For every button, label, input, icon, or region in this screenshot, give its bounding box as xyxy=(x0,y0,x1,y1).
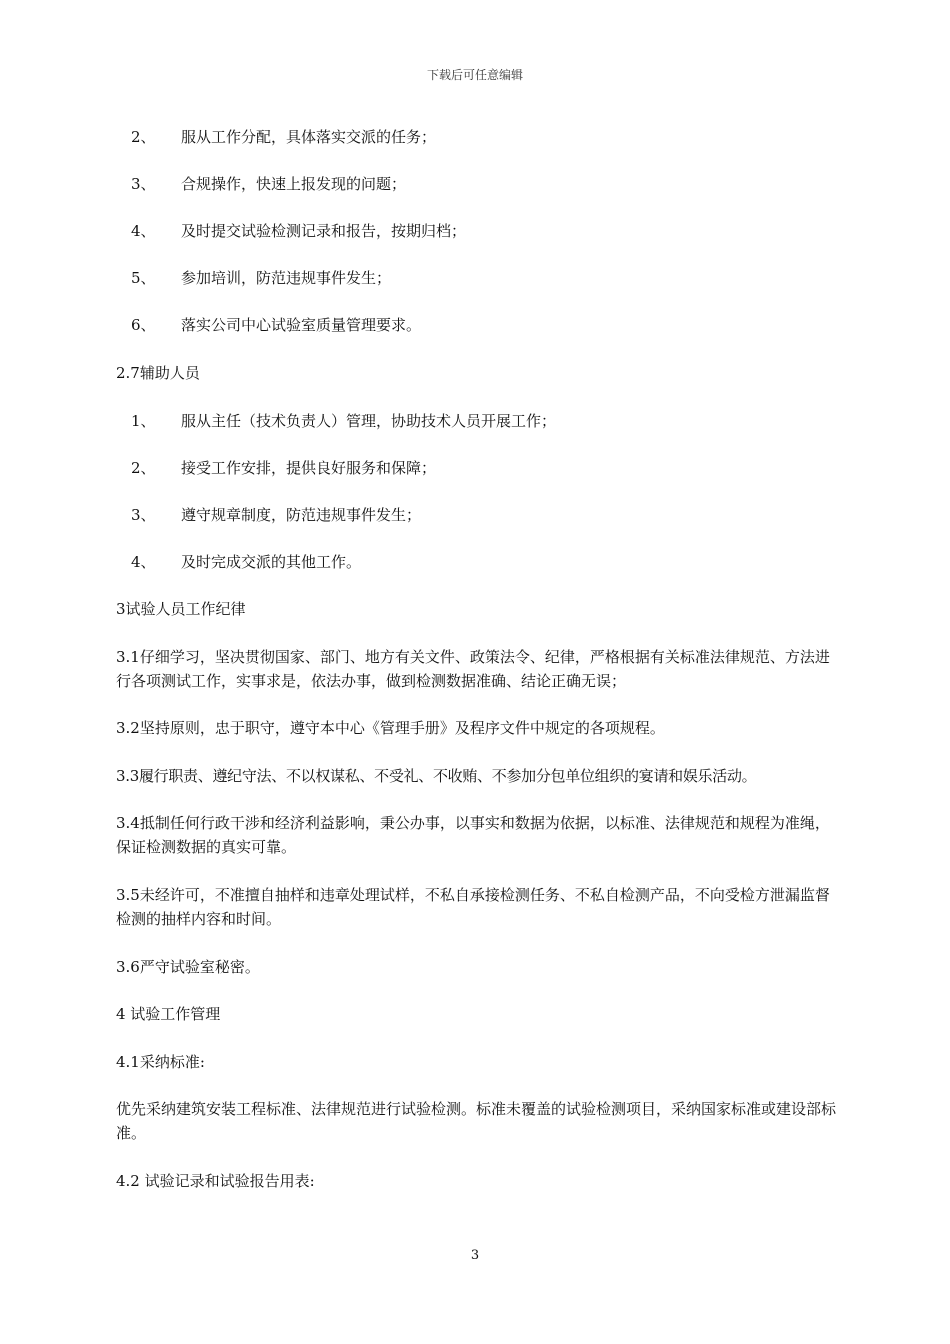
list-item-text: 遵守规章制度，防范违规事件发生； xyxy=(181,506,422,524)
paragraph-3-3: 3.3履行职责、遵纪守法、不以权谋私、不受礼、不收贿、不参加分包单位组织的宴请和娱乐活动。 xyxy=(116,767,757,785)
paragraph-3-1: 3.1仔细学习，坚决贯彻国家、部门、地方有关文件、政策法令、纪律，严格根据有关标准法律规范、方法进行各项测试工作，实事求是，依法办事，做到检测数据准确、结论正确无误； xyxy=(116,648,830,690)
list-item xyxy=(131,219,466,243)
list-item-text: 接受工作安排，提供良好服务和保障； xyxy=(181,459,437,477)
list-item-number: 3、 xyxy=(131,506,156,524)
list-item-number: 5、 xyxy=(131,269,156,287)
list-item-text: 落实公司中心试验室质量管理要求。 xyxy=(181,316,422,334)
header-note: 下载后可任意编辑 xyxy=(426,68,523,82)
list-item-text: 及时完成交派的其他工作。 xyxy=(181,553,362,571)
list-item xyxy=(131,456,436,480)
list-item xyxy=(131,409,556,433)
list-item-number: 4、 xyxy=(131,553,156,571)
paragraph-3-5: 3.5未经许可，不准擅自抽样和违章处理试样，不私自承接检测任务、不私自检测产品，不向受检方泄漏监督检测的抽样内容和时间。 xyxy=(116,886,830,928)
list-item-text: 服从主任（技术负责人）管理，协助技术人员开展工作； xyxy=(181,412,557,430)
list-item-text: 服从工作分配，具体落实交派的任务； xyxy=(181,128,437,146)
list-item xyxy=(131,550,361,574)
list-item-number: 2、 xyxy=(131,459,156,477)
paragraph-3-4: 3.4抵制任何行政干涉和经济利益影响，秉公办事，以事实和数据为依据，以标准、法律规范和规程为准绳，保证检测数据的真实可靠。 xyxy=(116,814,830,856)
list-item-number: 4、 xyxy=(131,222,156,240)
list-item-number: 6、 xyxy=(131,316,156,334)
paragraph-3-2: 3.2坚持原则，忠于职守，遵守本中心《管理手册》及程序文件中规定的各项规程。 xyxy=(116,719,665,737)
list-item-text: 合规操作，快速上报发现的问题； xyxy=(181,175,407,193)
paragraph-3-6: 3.6严守试验室秘密。 xyxy=(116,958,260,976)
list-item xyxy=(131,313,421,337)
section-heading-4: 4 试验工作管理 xyxy=(116,1005,221,1023)
list-item-number: 3、 xyxy=(131,175,156,193)
list-item-number: 2、 xyxy=(131,128,156,146)
section-heading-3: 3试验人员工作纪律 xyxy=(116,600,246,618)
list-item xyxy=(131,503,421,527)
list-item-number: 1、 xyxy=(131,412,156,430)
list-item-text: 及时提交试验检测记录和报告，按期归档； xyxy=(181,222,467,240)
list-item xyxy=(131,172,406,196)
section-heading-4-2: 4.2 试验记录和试验报告用表: xyxy=(116,1172,315,1190)
list-item-text: 参加培训，防范违规事件发生； xyxy=(181,269,392,287)
list-item xyxy=(131,125,436,149)
paragraph-4-1: 优先采纳建筑安装工程标准、法律规范进行试验检测。标准未覆盖的试验检测项目，采纳国家标准或建设部标准。 xyxy=(116,1100,837,1142)
page-number: 3 xyxy=(470,1248,480,1263)
list-item xyxy=(131,266,391,290)
section-heading-2-7: 2.7辅助人员 xyxy=(116,364,200,382)
section-heading-4-1: 4.1采纳标准: xyxy=(116,1053,205,1071)
